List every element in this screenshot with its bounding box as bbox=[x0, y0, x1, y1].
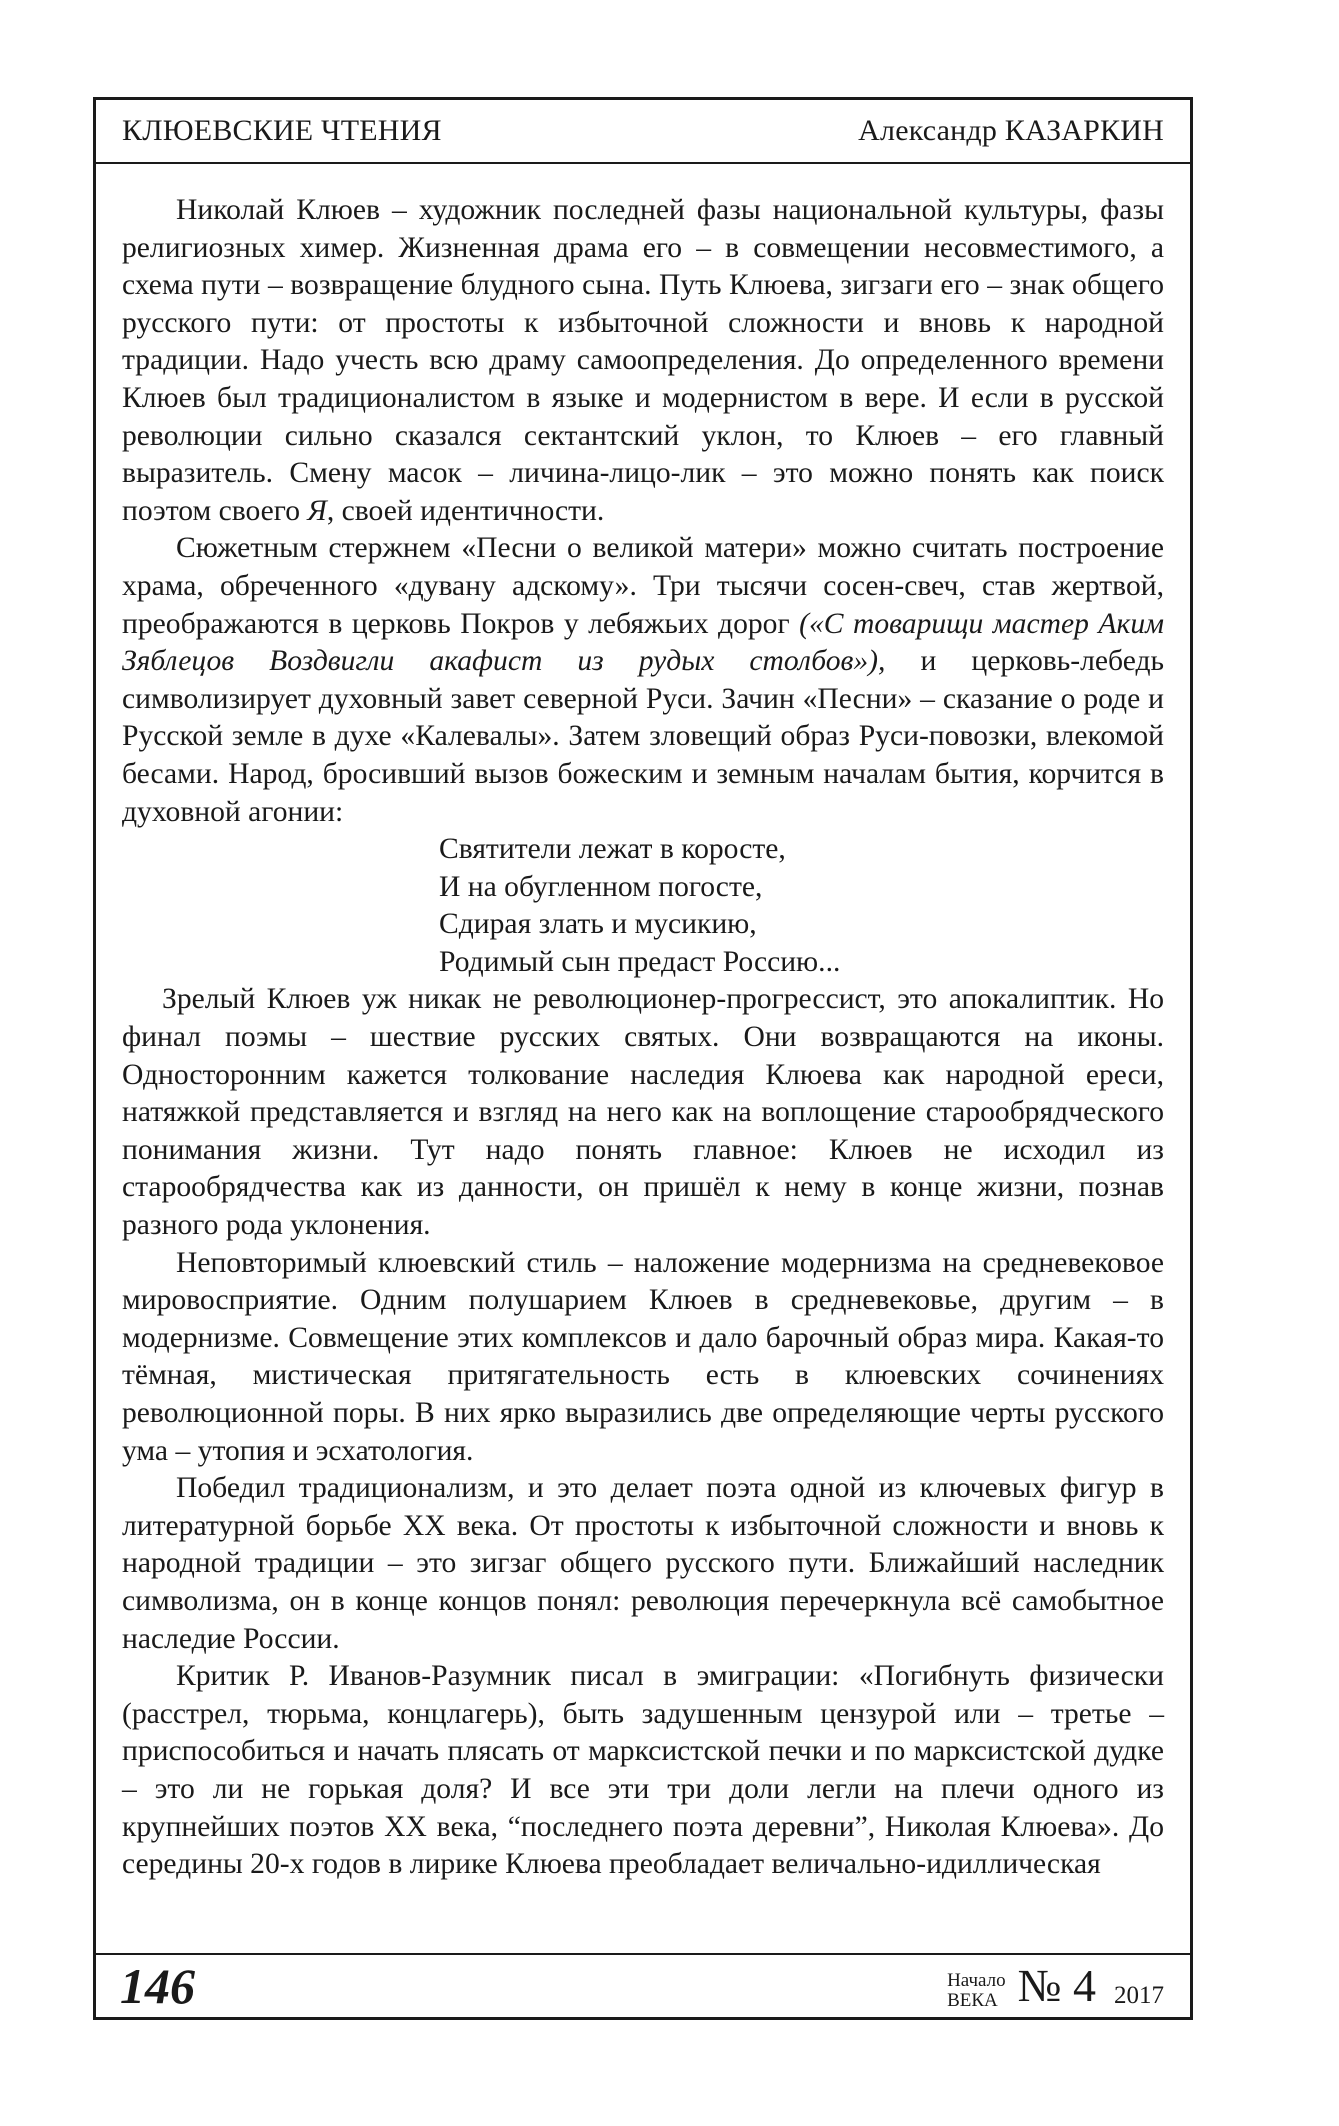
paragraph-4: Неповторимый клюевский стиль – наложение модернизма на средневековое мировосприятие. Одним полушарием Клюев в средневековье, другим – в модернизме. Совмещение этих комплексов и дало барочный образ мира. Какая-то тёмная, мистическая притягательность есть в клюевских сочинениях революционной поры. В них ярко выразились две определяющие черты русского ума – утопия и эсхатология. bbox=[122, 1246, 1164, 1467]
article-body bbox=[122, 192, 1164, 1884]
journal-name-line-1: Начало bbox=[947, 1970, 1006, 1991]
paragraph-1 bbox=[122, 192, 1164, 530]
paragraph-5: Победил традиционализм, и это делает поэта одной из ключевых фигур в литературной борьбе XX века. От простоты к избыточной сложности и вновь к народной традиции – это зигзаг общего русского пути. Ближайший наследник символизма, он в конце концов понял: революция перечеркнула всё самобытное наследие России. bbox=[122, 1472, 1164, 1655]
paragraph-2-text-b: и церковь-лебедь символизирует духовный завет северной Руси. Зачин «Песни» – сказание о роде и Русской земле в духе «Калевалы». Затем зловещий образ Руси-повозки, влекомой бесами. Народ, бросивший вызов божеским и земным началам бытия, корчится в духовной агонии: bbox=[122, 645, 1164, 828]
running-footer bbox=[96, 1953, 1190, 2017]
verse-quote bbox=[439, 831, 1164, 981]
issue-number: № 4 bbox=[1017, 1960, 1096, 2011]
paragraph-6: Критик Р. Иванов-Разумник писал в эмиграции: «Погибнуть физически (расстрел, тюрьма, концлагерь), быть задушенным цензурой или – третье – приспособиться и начать плясать от марксистской печки и по марксистской дудке – это ли не горькая доля? И все эти три доли легли на плечи одного из крупнейших поэтов XX века, “последнего поэта деревни”, Николая Клюева». До середины 20-х годов в лирике Клюева преобладает величально-идиллическая bbox=[122, 1660, 1164, 1881]
issue-year: 2017 bbox=[1114, 1982, 1164, 2009]
paragraph-1-text-a: Николай Клюев – художник последней фазы национальной культуры, фазы религиозных химер. Жизненная драма его – в совмещении несовместимого, а схема пути – возвращение блудного сына. Путь Клюева, зигзаги его – знак общего русского пути: от простоты к избыточной сложности и вновь к народной традиции. Надо учесть всю драму самоопределения. До определенного времени Клюев был традиционалистом в языке и модернистом в вере. И если в русской революции сильно сказался сектантский уклон, то Клюев – его главный выразитель. Смену масок – личина-лицо-лик – это можно понять как поиск поэтом своего bbox=[122, 194, 1164, 527]
section-title: КЛЮЕВСКИЕ ЧТЕНИЯ bbox=[122, 114, 442, 147]
verse-line: Сдирая злать и мусикию, bbox=[439, 908, 757, 941]
journal-name bbox=[947, 1971, 1006, 2011]
journal-name-line-2: ВЕКА bbox=[947, 1990, 998, 2011]
page-frame bbox=[93, 97, 1193, 2020]
page-number: 146 bbox=[120, 1958, 195, 2014]
paragraph-1-text-b: , своей идентичности. bbox=[326, 494, 605, 527]
journal-info bbox=[947, 1961, 1164, 2011]
paragraph-2-text-a: Сюжетным стержнем «Песни о великой матери» можно считать построение храма, обреченного «дувану адскому». Три тысячи сосен-свеч, став жертвой, преображаются в церковь Покров у лебяжьих дорог bbox=[122, 532, 1164, 640]
author-name: Александр КАЗАРКИН bbox=[858, 114, 1164, 147]
paragraph-3: Зрелый Клюев уж никак не революционер-прогрессист, это апокалиптик. Но финал поэмы – шествие русских святых. Они возвращаются на иконы. Односторонним кажется толкование наследия Клюева как народной ереси, натяжкой представляется и взгляд на него как на воплощение старообрядческого понимания жизни. Тут надо понять главное: Клюев не исходил из старообрядчества как из данности, он пришёл к нему в конце жизни, познав разного рода уклонения. bbox=[122, 983, 1164, 1242]
verse-line: Святители лежат в коросте, bbox=[439, 833, 786, 866]
paragraph-1-italic: Я bbox=[307, 494, 327, 527]
verse-line: И на обугленном погосте, bbox=[439, 870, 763, 903]
paragraph-2-italic-quote: («С товарищи мастер Аким Зяблецов Воздвигли акафист из рудых столбов»), bbox=[122, 607, 1165, 678]
running-header bbox=[96, 100, 1190, 164]
paragraph-2 bbox=[122, 530, 1164, 831]
verse-line: Родимый сын предаст Россию... bbox=[439, 945, 841, 978]
